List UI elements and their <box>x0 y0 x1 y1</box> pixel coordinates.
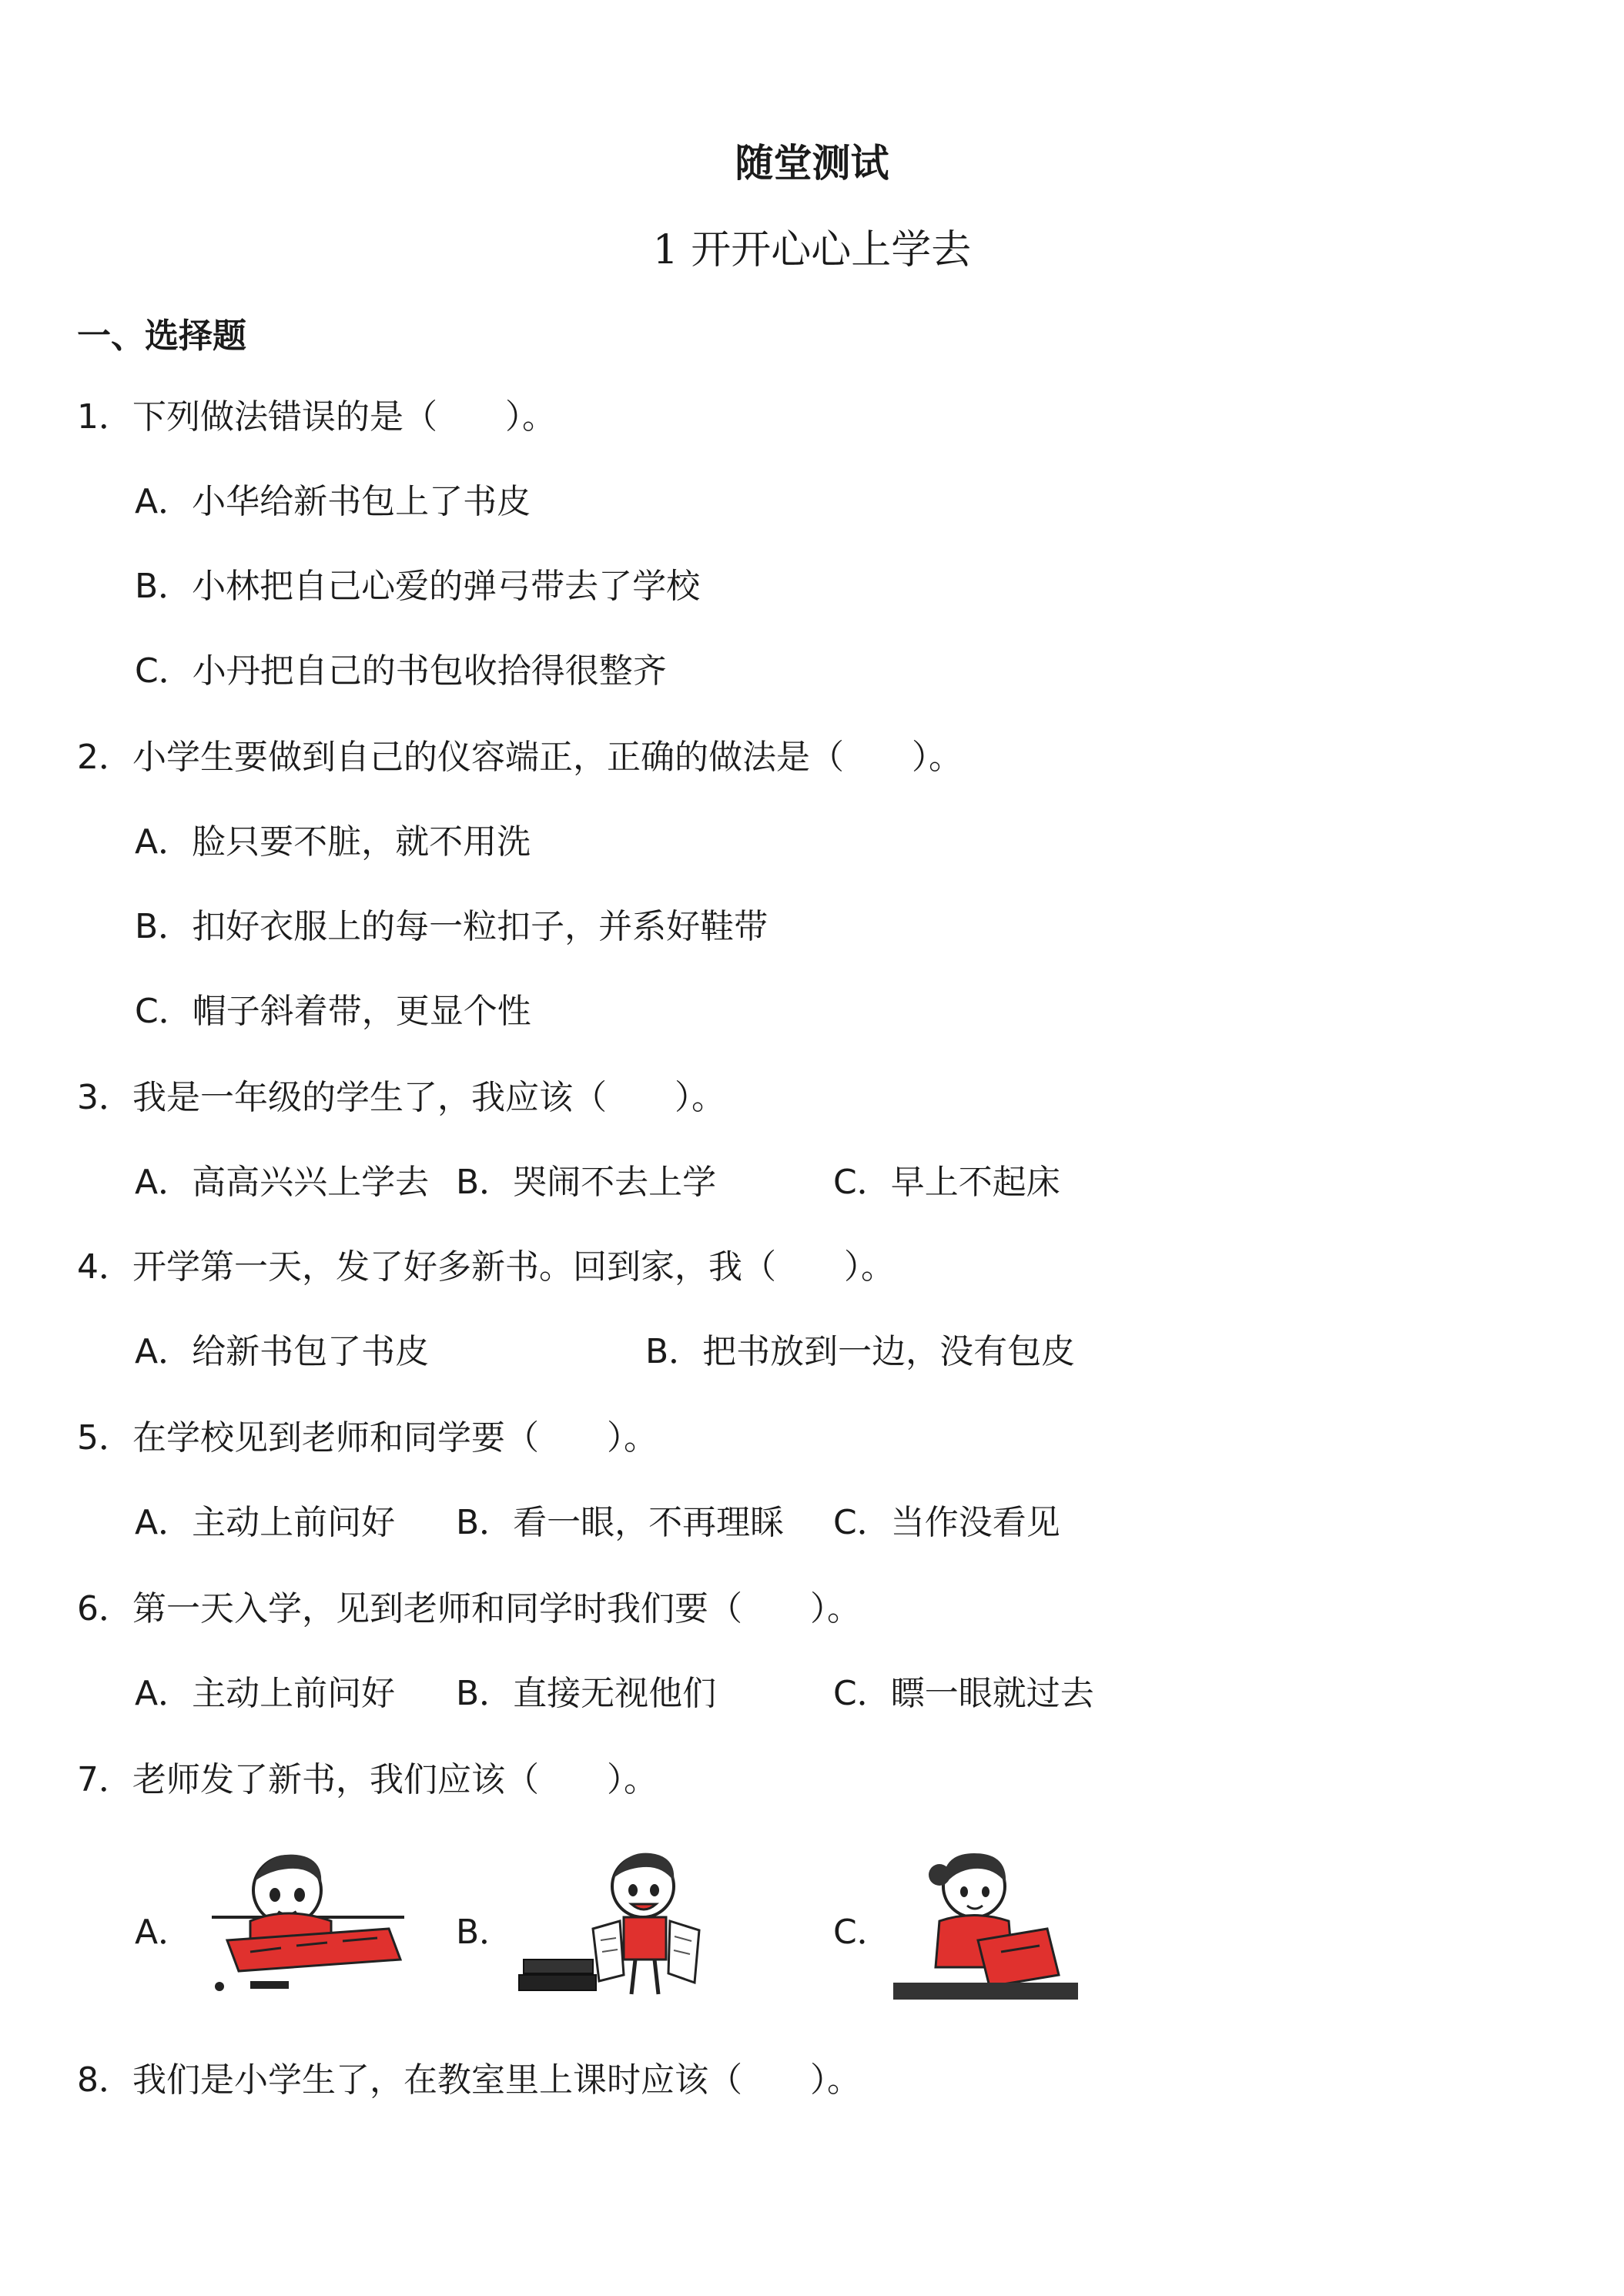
question-4-option-a[interactable]: A．给新书包了书皮 <box>135 1332 430 1371</box>
question-2-option-c[interactable]: C．帽子斜着带，更显个性 <box>135 992 531 1031</box>
question-2-option-b[interactable]: B．扣好衣服上的每一粒扣子，并系好鞋带 <box>135 907 768 946</box>
question-1-stem: 1．下列做法错误的是（ ）。 <box>77 397 556 437</box>
page-title: 随堂测试 <box>735 140 889 186</box>
question-1-option-c[interactable]: C．小丹把自己的书包收拾得很整齐 <box>135 651 667 691</box>
question-5-stem: 5．在学校见到老师和同学要（ ）。 <box>77 1418 658 1458</box>
question-6-option-b[interactable]: B．直接无视他们 <box>456 1674 717 1713</box>
question-5-option-b[interactable]: B．看一眼，不再理睬 <box>456 1503 785 1542</box>
question-6-option-a[interactable]: A．主动上前问好 <box>135 1674 396 1713</box>
question-3-option-b[interactable]: B．哭闹不去上学 <box>456 1163 717 1202</box>
question-5-option-a[interactable]: A．主动上前问好 <box>135 1503 396 1542</box>
question-7-option-c[interactable]: C． <box>833 1913 891 1952</box>
question-3-stem: 3．我是一年级的学生了，我应该（ ）。 <box>77 1078 725 1117</box>
question-1-option-a[interactable]: A．小华给新书包上了书皮 <box>135 482 531 521</box>
question-6-option-c[interactable]: C．瞟一眼就过去 <box>833 1674 1094 1713</box>
lesson-title: 1 开开心心上学去 <box>652 227 972 273</box>
question-4-stem: 4．开学第一天，发了好多新书。回到家，我（ ）。 <box>77 1247 895 1287</box>
question-7-stem: 7．老师发了新书，我们应该（ ）。 <box>77 1760 658 1799</box>
question-7-option-b[interactable]: B． <box>456 1913 514 1952</box>
girl-wrapping-book-illustration[interactable] <box>893 1844 1078 2006</box>
section-heading: 一、选择题 <box>77 316 246 356</box>
question-4-option-b[interactable]: B．把书放到一边，没有包皮 <box>645 1332 1076 1371</box>
question-3-option-c[interactable]: C．早上不起床 <box>833 1163 1060 1202</box>
question-3-option-a[interactable]: A．高高兴兴上学去 <box>135 1163 430 1202</box>
question-5-option-c[interactable]: C．当作没看见 <box>833 1503 1060 1542</box>
question-7-option-a[interactable]: A． <box>135 1913 193 1952</box>
question-2-option-a[interactable]: A．脸只要不脏，就不用洗 <box>135 822 531 862</box>
question-8-stem: 8．我们是小学生了，在教室里上课时应该（ ）。 <box>77 2060 861 2100</box>
question-1-option-b[interactable]: B．小林把自己心爱的弹弓带去了学校 <box>135 567 701 606</box>
boy-wrapping-book-illustration[interactable] <box>196 1844 412 2006</box>
question-6-stem: 6．第一天入学，见到老师和同学时我们要（ ）。 <box>77 1589 861 1628</box>
question-2-stem: 2．小学生要做到自己的仪容端正，正确的做法是（ ）。 <box>77 738 963 777</box>
boy-tearing-book-illustration[interactable] <box>516 1844 739 2006</box>
